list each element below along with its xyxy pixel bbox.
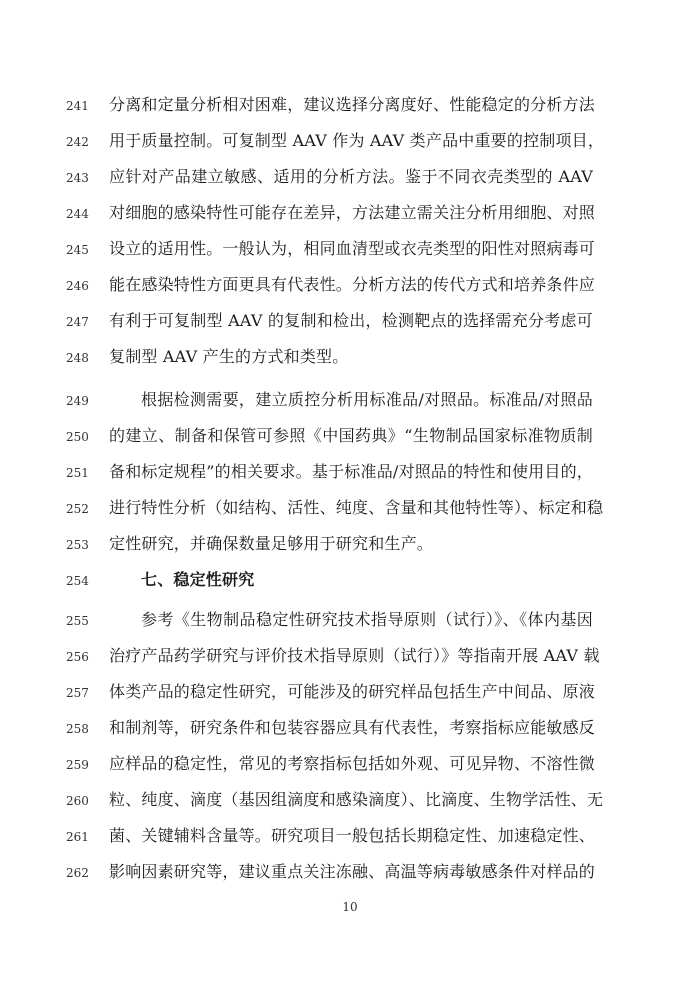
line-number: 260: [66, 794, 89, 808]
line-number: 258: [66, 722, 89, 736]
line-text: 应针对产品建立敏感、适用的分析方法。鉴于不同衣壳类型的 AAV: [109, 167, 593, 186]
line-text: 对细胞的感染特性可能存在差异，方法建立需关注分析用细胞、对照: [109, 203, 596, 222]
section-heading-line: [0, 568, 700, 604]
page-number: 10: [342, 900, 358, 914]
text-line: [0, 644, 700, 680]
text-line: [0, 201, 700, 237]
line-number: 251: [66, 466, 89, 480]
text-line: [0, 237, 700, 273]
line-text: 治疗产品药学研究与评价技术指导原则（试行）》等指南开展 AAV 载: [109, 646, 600, 665]
line-text: 应样品的稳定性，常见的考察指标包括如外观、可见异物、不溶性微: [109, 754, 596, 773]
text-line: [0, 345, 700, 381]
line-number: 246: [66, 279, 89, 293]
line-text: 复制型 AAV 产生的方式和类型。: [109, 347, 349, 366]
paragraph-first-line: 参考《生物制品稳定性研究技术指导原则（试行）》、《体内基因: [141, 610, 593, 629]
text-line: [0, 424, 700, 460]
line-number: 247: [66, 315, 89, 329]
line-number: 250: [66, 430, 89, 444]
line-number: 257: [66, 686, 89, 700]
line-text: 定性研究，并确保数量足够用于研究和生产。: [109, 534, 434, 553]
text-line: [0, 273, 700, 309]
line-number: 256: [66, 650, 89, 664]
text-line: [0, 788, 700, 824]
text-line: [0, 532, 700, 568]
text-line: [0, 716, 700, 752]
line-number: 254: [66, 574, 89, 588]
line-number: 255: [66, 614, 89, 628]
paragraph-first-line: 根据检测需要，建立质控分析用标准品/对照品。标准品/对照品: [141, 390, 593, 409]
text-line: [0, 388, 700, 424]
line-number: 249: [66, 394, 89, 408]
line-text: 备和标定规程”的相关要求。基于标准品/对照品的特性和使用目的，: [109, 462, 593, 481]
text-line: [0, 608, 700, 644]
line-number: 243: [66, 171, 89, 185]
line-text: 的建立、制备和保管可参照《中国药典》“生物制品国家标准物质制: [109, 426, 593, 445]
line-text: 分离和定量分析相对困难，建议选择分离度好、性能稳定的分析方法: [109, 95, 596, 114]
text-line: [0, 460, 700, 496]
line-number: 261: [66, 830, 89, 844]
line-number: 244: [66, 207, 89, 221]
line-text: 能在感染特性方面更具有代表性。分析方法的传代方式和培养条件应: [109, 275, 596, 294]
text-line: [0, 309, 700, 345]
line-number: 252: [66, 502, 89, 516]
line-number: 242: [66, 135, 89, 149]
line-number: 241: [66, 99, 89, 113]
line-number: 259: [66, 758, 89, 772]
text-line: [0, 165, 700, 201]
line-text: 进行特性分析（如结构、活性、纯度、含量和其他特性等）、标定和稳: [109, 498, 604, 517]
line-text: 用于质量控制。可复制型 AAV 作为 AAV 类产品中重要的控制项目，: [109, 131, 605, 150]
line-text: 菌、关键辅料含量等。研究项目一般包括长期稳定性、加速稳定性、: [109, 826, 596, 845]
text-line: [0, 752, 700, 788]
section-heading: 七、稳定性研究: [141, 570, 255, 589]
text-line: [0, 824, 700, 860]
text-line: [0, 129, 700, 165]
line-text: 和制剂等，研究条件和包装容器应具有代表性，考察指标应能敏感反: [109, 718, 596, 737]
text-line: [0, 496, 700, 532]
line-text: 体类产品的稳定性研究，可能涉及的研究样品包括生产中间品、原液: [109, 682, 596, 701]
line-text: 粒、纯度、滴度（基因组滴度和感染滴度）、比滴度、生物学活性、无: [109, 790, 604, 809]
text-line: [0, 860, 700, 896]
text-line: [0, 680, 700, 716]
line-number: 262: [66, 866, 89, 880]
line-number: 253: [66, 538, 89, 552]
line-number: 248: [66, 351, 89, 365]
line-text: 影响因素研究等，建议重点关注冻融、高温等病毒敏感条件对样品的: [109, 862, 596, 881]
line-text: 有利于可复制型 AAV 的复制和检出，检测靶点的选择需充分考虑可: [109, 311, 593, 330]
text-line: [0, 93, 700, 129]
line-number: 245: [66, 243, 89, 257]
line-text: 设立的适用性。一般认为，相同血清型或衣壳类型的阳性对照病毒可: [109, 239, 596, 258]
